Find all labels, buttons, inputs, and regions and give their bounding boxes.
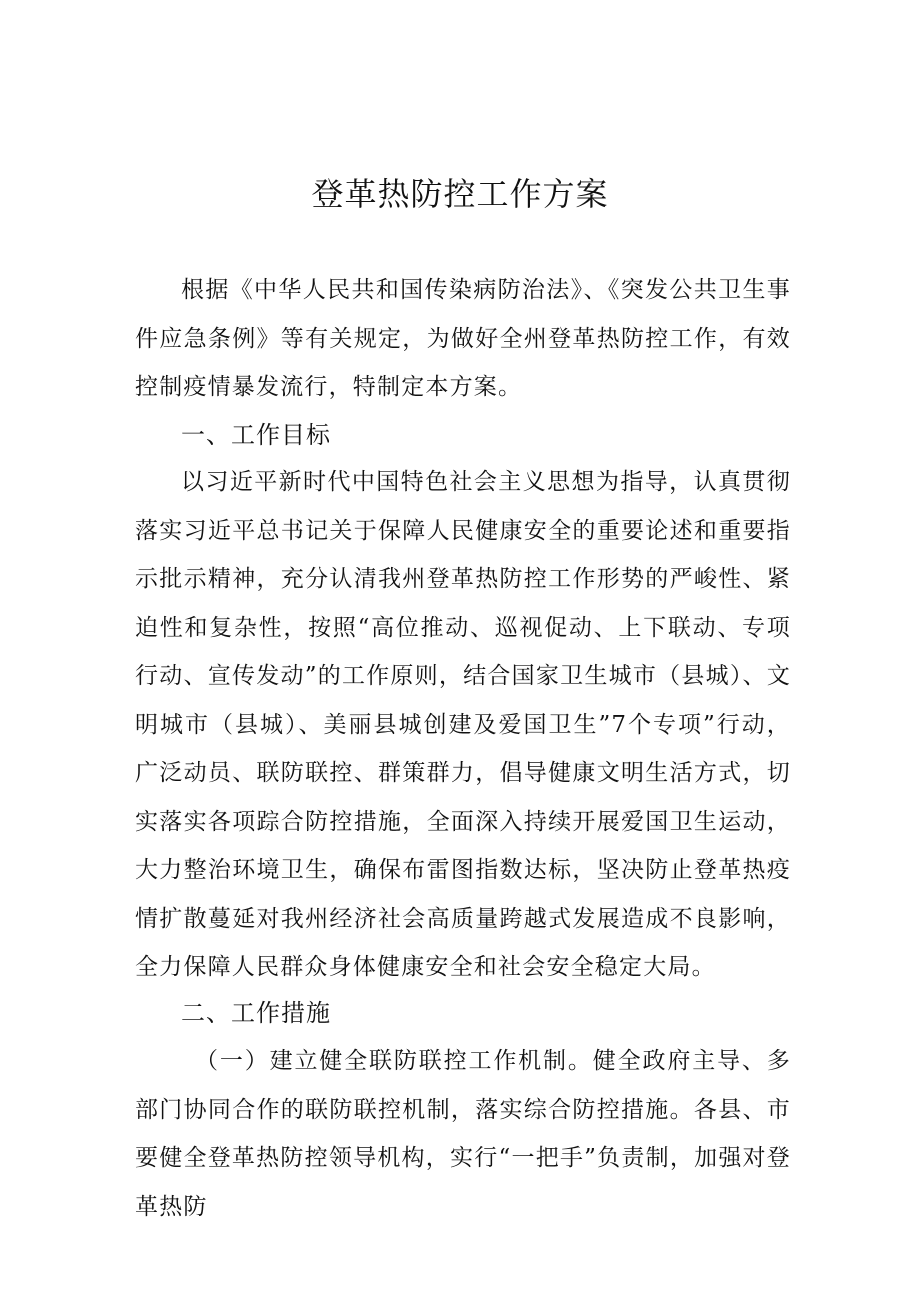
section-heading-measures: 二、工作措施 xyxy=(181,999,331,1027)
section-heading-goals: 一、工作目标 xyxy=(181,421,331,449)
section-paragraph-measures: （一）建立健全联防联控工作机制。健全政府主导、多部门协同合作的联防联控机制，落实综合防控措施。各县、市要健全登革热防控领导机构，实行“一把手”负责制，加强对登革热防 xyxy=(135,1048,791,1220)
document-title: 登革热防控工作方案 xyxy=(311,175,609,213)
intro-paragraph: 根据《中华人民共和国传染病防治法》、《突发公共卫生事件应急条例》等有关规定，为做好全州登革热防控工作，有效控制疫情暴发流行，特制定本方案。 xyxy=(135,277,791,400)
section-paragraph-goals: 以习近平新时代中国特色社会主义思想为指导，认真贯彻落实习近平总书记关于保障人民健康安全的重要论述和重要指示批示精神，充分认清我州登革热防控工作形势的严峻性、紧迫性和复杂性，按照“高位推动、巡视促动、上下联动、专项行动、宣传发动”的工作原则，结合国家卫生城市（县城）、文明城市（县城）、美丽县城创建及爱国卫生”7个专项”行动，广泛动员、联防联控、群策群力，倡导健康文明生活方式，切实落实各项踪合防控措施，全面深入持续开展爱国卫生运动，大力整治环境卫生，确保布雷图指数达标，坚决防止登革热疫情扩散蔓延对我州经济社会高质量跨越式发展造成不良影响，全力保障人民群众身体健康安全和社会安全稳定大局。 xyxy=(135,469,791,980)
